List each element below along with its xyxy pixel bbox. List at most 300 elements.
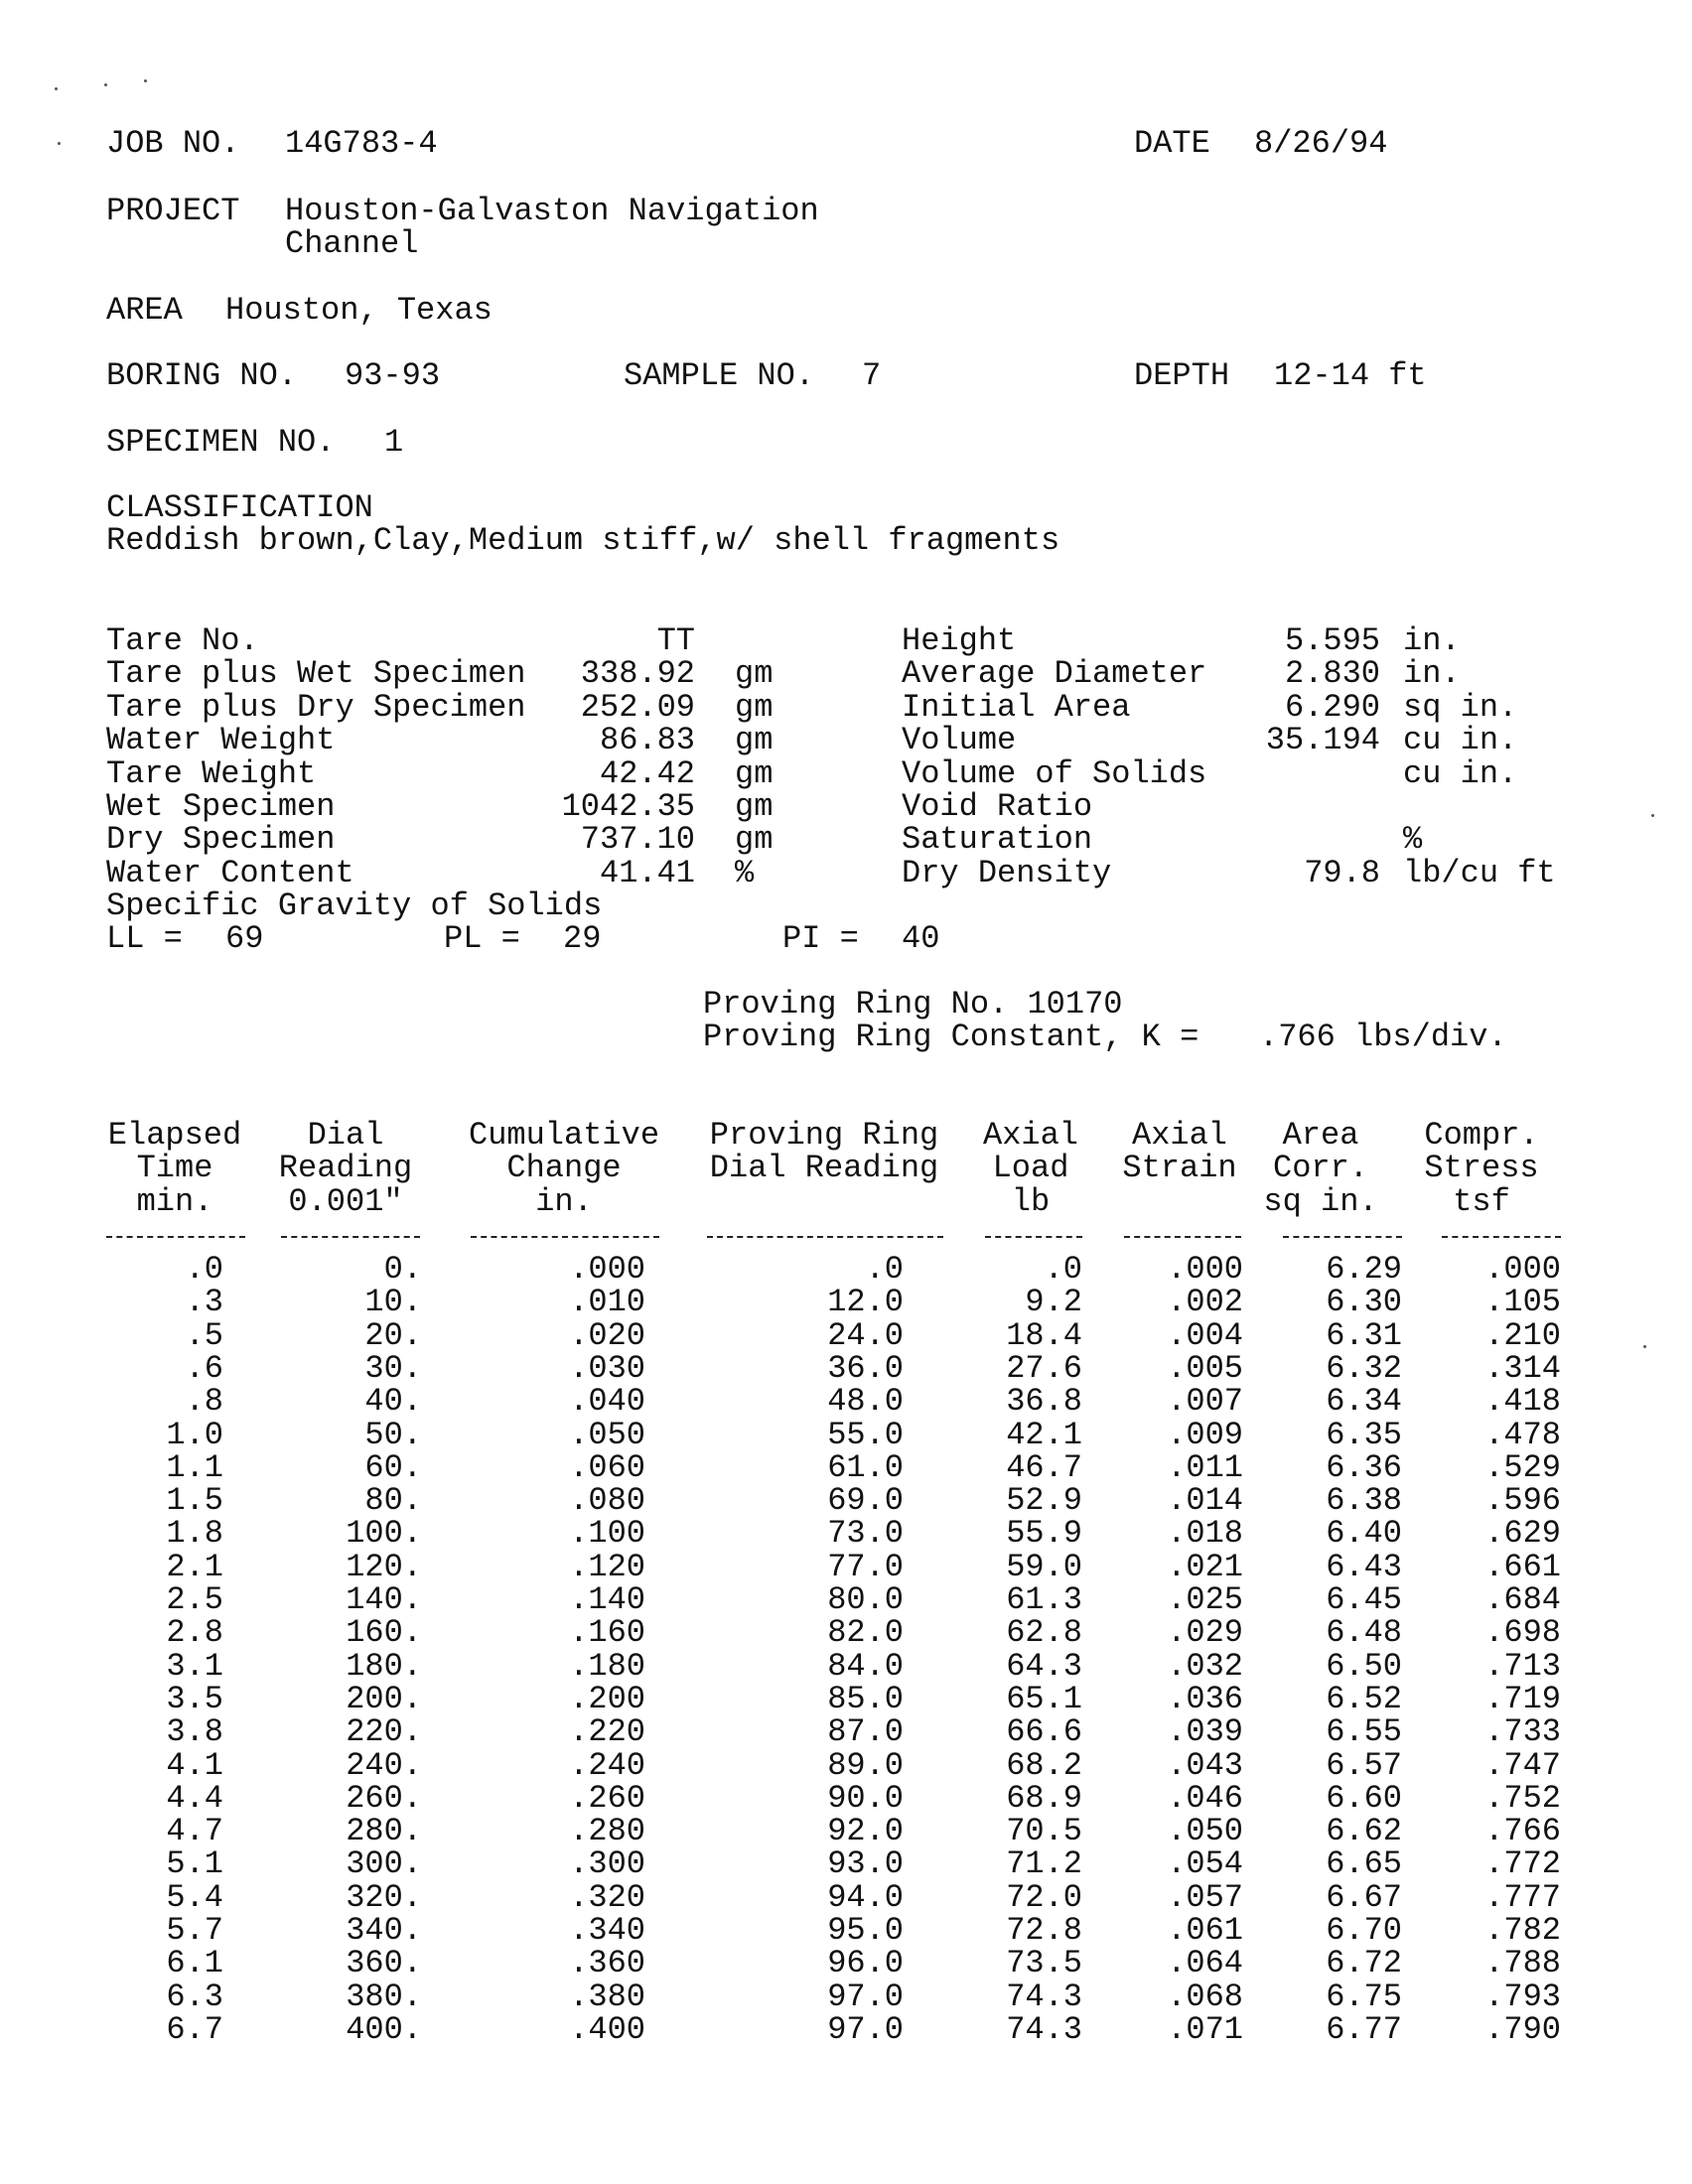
table-cell: .719 — [1484, 1680, 1561, 1717]
table-cell: .340 — [569, 1912, 645, 1949]
table-cell: .733 — [1484, 1713, 1561, 1751]
table-cell: .000 — [1484, 1251, 1561, 1288]
table-cell: 73.0 — [827, 1515, 904, 1553]
table-cell: 240. — [346, 1746, 422, 1784]
table-cell: .5 — [185, 1316, 223, 1354]
property-label: Tare Weight — [106, 754, 317, 792]
table-cell: .478 — [1484, 1416, 1561, 1453]
property-unit: gm — [735, 688, 774, 726]
table-cell: 55.9 — [1006, 1515, 1082, 1553]
table-cell: .0 — [865, 1251, 904, 1288]
table-cell: .260 — [569, 1779, 645, 1817]
table-cell: 3.8 — [166, 1713, 223, 1751]
table-cell: 6.29 — [1326, 1251, 1402, 1288]
table-cell: .629 — [1484, 1515, 1561, 1553]
column-header: Stress — [1424, 1150, 1539, 1187]
property-unit: sq in. — [1403, 688, 1518, 726]
table-cell: .105 — [1484, 1284, 1561, 1321]
table-cell: 6.75 — [1326, 1978, 1402, 2015]
table-cell: 380. — [346, 1978, 422, 2015]
table-cell: 89.0 — [827, 1746, 904, 1784]
table-cell: .790 — [1484, 2010, 1561, 2048]
table-cell: 68.9 — [1006, 1779, 1082, 1817]
property-label: Initial Area — [902, 688, 1131, 726]
table-cell: .8 — [185, 1383, 223, 1421]
column-header: in. — [535, 1182, 593, 1220]
table-cell: 6.34 — [1326, 1383, 1402, 1421]
table-cell: 6.55 — [1326, 1713, 1402, 1751]
table-cell: 55.0 — [827, 1416, 904, 1453]
table-cell: .240 — [569, 1746, 645, 1784]
table-cell: 73.5 — [1006, 1945, 1082, 1982]
property-value: 41.41 — [599, 854, 695, 891]
table-cell: 4.7 — [166, 1813, 223, 1850]
table-cell: .040 — [569, 1383, 645, 1421]
table-cell: .010 — [569, 1284, 645, 1321]
property-value: 2.830 — [1284, 655, 1380, 693]
property-unit: gm — [735, 655, 774, 693]
table-cell: .360 — [569, 1945, 645, 1982]
header-underline — [471, 1236, 659, 1238]
table-cell: 69.0 — [827, 1482, 904, 1520]
scan-speck — [144, 79, 147, 82]
table-cell: .029 — [1167, 1614, 1243, 1652]
table-cell: .061 — [1167, 1912, 1243, 1949]
property-unit: in. — [1403, 622, 1461, 659]
table-cell: 36.8 — [1006, 1383, 1082, 1421]
table-cell: .018 — [1167, 1515, 1243, 1553]
table-cell: .684 — [1484, 1581, 1561, 1618]
property-unit: in. — [1403, 655, 1461, 693]
table-cell: .014 — [1167, 1482, 1243, 1520]
column-header: min. — [136, 1182, 213, 1220]
table-cell: 97.0 — [827, 1978, 904, 2015]
table-cell: 74.3 — [1006, 1978, 1082, 2015]
table-cell: 6.1 — [166, 1945, 223, 1982]
property-unit: cu in. — [1403, 754, 1518, 792]
table-cell: .529 — [1484, 1448, 1561, 1486]
table-cell: .418 — [1484, 1383, 1561, 1421]
table-cell: 52.9 — [1006, 1482, 1082, 1520]
project-label: PROJECT — [106, 193, 240, 229]
table-cell: 74.3 — [1006, 2010, 1082, 2048]
table-cell: .713 — [1484, 1647, 1561, 1685]
table-cell: 6.50 — [1326, 1647, 1402, 1685]
boring-label: BORING NO. — [106, 357, 298, 394]
property-value: 79.8 — [1304, 854, 1380, 891]
table-cell: 4.1 — [166, 1746, 223, 1784]
table-cell: .220 — [569, 1713, 645, 1751]
table-cell: 65.1 — [1006, 1680, 1082, 1717]
table-cell: 200. — [346, 1680, 422, 1717]
table-cell: 6.48 — [1326, 1614, 1402, 1652]
column-header: Axial — [982, 1117, 1078, 1154]
table-cell: 61.3 — [1006, 1581, 1082, 1618]
table-cell: 30. — [364, 1349, 422, 1387]
table-cell: 2.5 — [166, 1581, 223, 1618]
table-cell: .772 — [1484, 1845, 1561, 1883]
classification-label: CLASSIFICATION — [106, 489, 373, 526]
table-cell: .011 — [1167, 1448, 1243, 1486]
table-cell: .043 — [1167, 1746, 1243, 1784]
table-cell: 82.0 — [827, 1614, 904, 1652]
property-label: Water Content — [106, 854, 354, 891]
project-value-line2: Channel — [285, 225, 419, 262]
ll-label: LL = — [106, 920, 183, 957]
property-unit: gm — [735, 821, 774, 859]
table-cell: .050 — [569, 1416, 645, 1453]
scan-speck — [1651, 814, 1654, 817]
table-cell: 93.0 — [827, 1845, 904, 1883]
table-cell: 6.32 — [1326, 1349, 1402, 1387]
header-underline — [281, 1236, 420, 1238]
table-cell: .210 — [1484, 1316, 1561, 1354]
column-header: Compr. — [1424, 1117, 1539, 1154]
table-cell: 5.7 — [166, 1912, 223, 1949]
table-cell: .782 — [1484, 1912, 1561, 1949]
column-header: lb — [1011, 1182, 1051, 1220]
scan-speck — [1643, 1345, 1646, 1348]
table-cell: .140 — [569, 1581, 645, 1618]
property-value: 338.92 — [580, 655, 695, 693]
table-cell: 280. — [346, 1813, 422, 1850]
table-cell: 90.0 — [827, 1779, 904, 1817]
table-cell: 6.77 — [1326, 2010, 1402, 2048]
table-cell: .002 — [1167, 1284, 1243, 1321]
table-cell: .320 — [569, 1878, 645, 1916]
column-header: Cumulative — [468, 1117, 660, 1154]
table-cell: .698 — [1484, 1614, 1561, 1652]
table-cell: .068 — [1167, 1978, 1243, 2015]
column-header: Load — [992, 1150, 1069, 1187]
scan-speck — [55, 87, 58, 90]
table-cell: 6.36 — [1326, 1448, 1402, 1486]
table-cell: 10. — [364, 1284, 422, 1321]
table-cell: .400 — [569, 2010, 645, 2048]
property-label: Water Weight — [106, 722, 336, 759]
area-label: AREA — [106, 292, 183, 329]
header-underline — [707, 1236, 943, 1238]
table-cell: 64.3 — [1006, 1647, 1082, 1685]
pi-label: PI = — [782, 920, 859, 957]
table-cell: 62.8 — [1006, 1614, 1082, 1652]
table-cell: 92.0 — [827, 1813, 904, 1850]
property-label: Tare plus Dry Specimen — [106, 688, 526, 726]
table-cell: 6.60 — [1326, 1779, 1402, 1817]
table-cell: 1.1 — [166, 1448, 223, 1486]
depth-label: DEPTH — [1134, 357, 1230, 394]
column-header: sq in. — [1263, 1182, 1378, 1220]
table-cell: 300. — [346, 1845, 422, 1883]
date-value: 8/26/94 — [1254, 125, 1388, 162]
table-cell: .005 — [1167, 1349, 1243, 1387]
table-cell: 6.52 — [1326, 1680, 1402, 1717]
column-header: Dial — [307, 1117, 384, 1154]
job-number: 14G783-4 — [285, 125, 438, 162]
table-cell: .032 — [1167, 1647, 1243, 1685]
table-cell: 5.1 — [166, 1845, 223, 1883]
table-cell: .752 — [1484, 1779, 1561, 1817]
table-cell: 66.6 — [1006, 1713, 1082, 1751]
property-unit: % — [735, 854, 755, 891]
column-header: Time — [136, 1150, 213, 1187]
table-cell: 260. — [346, 1779, 422, 1817]
property-unit: gm — [735, 754, 774, 792]
area-value: Houston, Texas — [225, 292, 493, 329]
table-cell: 6.30 — [1326, 1284, 1402, 1321]
table-cell: .004 — [1167, 1316, 1243, 1354]
table-cell: .766 — [1484, 1813, 1561, 1850]
property-unit: lb/cu ft — [1403, 854, 1556, 891]
table-cell: 6.31 — [1326, 1316, 1402, 1354]
table-cell: .021 — [1167, 1548, 1243, 1585]
table-cell: .300 — [569, 1845, 645, 1883]
table-cell: 68.2 — [1006, 1746, 1082, 1784]
column-header: Area — [1282, 1117, 1359, 1154]
table-cell: .280 — [569, 1813, 645, 1850]
table-cell: 40. — [364, 1383, 422, 1421]
property-label: Saturation — [902, 821, 1093, 859]
table-cell: 2.8 — [166, 1614, 223, 1652]
header-underline — [985, 1236, 1082, 1238]
table-cell: .0 — [1044, 1251, 1082, 1288]
table-cell: .596 — [1484, 1482, 1561, 1520]
table-cell: .314 — [1484, 1349, 1561, 1387]
pl-value: 29 — [563, 920, 602, 957]
table-cell: 6.72 — [1326, 1945, 1402, 1982]
specimen-label: SPECIMEN NO. — [106, 424, 336, 461]
proving-ring-constant-value: .766 lbs/div. — [1259, 1019, 1507, 1055]
table-cell: .009 — [1167, 1416, 1243, 1453]
property-label: Volume — [902, 722, 1017, 759]
table-cell: .0 — [185, 1251, 223, 1288]
property-label: Average Diameter — [902, 655, 1207, 693]
specimen-value: 1 — [384, 424, 404, 461]
table-cell: 6.3 — [166, 1978, 223, 2015]
column-header: Elapsed — [107, 1117, 242, 1154]
depth-value: 12-14 ft — [1274, 357, 1427, 394]
date-label: DATE — [1134, 125, 1210, 162]
table-cell: 6.43 — [1326, 1548, 1402, 1585]
property-unit: % — [1403, 821, 1423, 859]
header-underline — [1124, 1236, 1241, 1238]
table-cell: 87.0 — [827, 1713, 904, 1751]
sample-value: 7 — [862, 357, 882, 394]
table-cell: .100 — [569, 1515, 645, 1553]
table-cell: 97.0 — [827, 2010, 904, 2048]
table-cell: 18.4 — [1006, 1316, 1082, 1354]
table-cell: 1.0 — [166, 1416, 223, 1453]
property-label: Height — [902, 622, 1017, 659]
header-underline — [1283, 1236, 1402, 1238]
table-cell: .000 — [569, 1251, 645, 1288]
table-cell: 6.67 — [1326, 1878, 1402, 1916]
column-header: Corr. — [1272, 1150, 1368, 1187]
table-cell: 6.65 — [1326, 1845, 1402, 1883]
sample-label: SAMPLE NO. — [624, 357, 815, 394]
column-header: 0.001" — [288, 1182, 403, 1220]
table-cell: 71.2 — [1006, 1845, 1082, 1883]
table-cell: 24.0 — [827, 1316, 904, 1354]
table-cell: 160. — [346, 1614, 422, 1652]
table-cell: .039 — [1167, 1713, 1243, 1751]
table-cell: 95.0 — [827, 1912, 904, 1949]
column-header: Axial — [1131, 1117, 1227, 1154]
table-cell: .007 — [1167, 1383, 1243, 1421]
table-cell: 77.0 — [827, 1548, 904, 1585]
table-cell: 400. — [346, 2010, 422, 2048]
table-cell: .661 — [1484, 1548, 1561, 1585]
boring-value: 93-93 — [345, 357, 441, 394]
property-value: 737.10 — [580, 821, 695, 859]
property-label: Tare No. — [106, 622, 259, 659]
table-cell: 80.0 — [827, 1581, 904, 1618]
proving-ring-constant-label: Proving Ring Constant, K = — [703, 1019, 1199, 1055]
table-cell: 60. — [364, 1448, 422, 1486]
table-cell: 94.0 — [827, 1878, 904, 1916]
table-cell: 180. — [346, 1647, 422, 1685]
table-cell: 220. — [346, 1713, 422, 1751]
table-cell: 4.4 — [166, 1779, 223, 1817]
table-cell: 84.0 — [827, 1647, 904, 1685]
table-cell: .160 — [569, 1614, 645, 1652]
table-cell: .064 — [1167, 1945, 1243, 1982]
property-value: 35.194 — [1265, 722, 1380, 759]
table-cell: .054 — [1167, 1845, 1243, 1883]
table-cell: 6.57 — [1326, 1746, 1402, 1784]
property-unit: cu in. — [1403, 722, 1518, 759]
table-cell: 340. — [346, 1912, 422, 1949]
property-label: Wet Specimen — [106, 788, 336, 825]
column-header: Change — [506, 1150, 622, 1187]
project-value-line1: Houston-Galvaston Navigation — [285, 193, 819, 229]
table-cell: .788 — [1484, 1945, 1561, 1982]
property-label: Specific Gravity of Solids — [106, 887, 603, 925]
table-cell: 6.45 — [1326, 1581, 1402, 1618]
table-cell: 20. — [364, 1316, 422, 1354]
table-cell: 80. — [364, 1482, 422, 1520]
table-cell: 46.7 — [1006, 1448, 1082, 1486]
table-cell: 72.0 — [1006, 1878, 1082, 1916]
property-unit: gm — [735, 788, 774, 825]
table-cell: 6.40 — [1326, 1515, 1402, 1553]
table-cell: 27.6 — [1006, 1349, 1082, 1387]
property-value: 252.09 — [580, 688, 695, 726]
header-underline — [1442, 1236, 1561, 1238]
column-header: Dial Reading — [709, 1150, 939, 1187]
table-cell: 72.8 — [1006, 1912, 1082, 1949]
table-cell: 3.5 — [166, 1680, 223, 1717]
column-header: Reading — [278, 1150, 413, 1187]
table-cell: 1.5 — [166, 1482, 223, 1520]
property-value: TT — [656, 622, 695, 659]
table-cell: 1.8 — [166, 1515, 223, 1553]
table-cell: .777 — [1484, 1878, 1561, 1916]
table-cell: 36.0 — [827, 1349, 904, 1387]
table-cell: 6.38 — [1326, 1482, 1402, 1520]
property-label: Tare plus Wet Specimen — [106, 655, 526, 693]
table-cell: .000 — [1167, 1251, 1243, 1288]
table-cell: .793 — [1484, 1978, 1561, 2015]
table-cell: 85.0 — [827, 1680, 904, 1717]
property-value: 86.83 — [599, 722, 695, 759]
table-cell: 120. — [346, 1548, 422, 1585]
property-label: Void Ratio — [902, 788, 1093, 825]
property-value: 5.595 — [1284, 622, 1380, 659]
table-cell: 5.4 — [166, 1878, 223, 1916]
table-cell: .071 — [1167, 2010, 1243, 2048]
table-cell: .200 — [569, 1680, 645, 1717]
table-cell: .060 — [569, 1448, 645, 1486]
column-header: Proving Ring — [709, 1117, 939, 1154]
pi-value: 40 — [902, 920, 940, 957]
table-cell: .3 — [185, 1284, 223, 1321]
table-cell: .120 — [569, 1548, 645, 1585]
table-cell: .080 — [569, 1482, 645, 1520]
table-cell: .036 — [1167, 1680, 1243, 1717]
table-cell: .057 — [1167, 1878, 1243, 1916]
table-cell: .030 — [569, 1349, 645, 1387]
property-label: Dry Specimen — [106, 821, 336, 859]
table-cell: .050 — [1167, 1813, 1243, 1850]
scan-speck — [58, 142, 61, 145]
table-cell: 12.0 — [827, 1284, 904, 1321]
table-cell: 2.1 — [166, 1548, 223, 1585]
table-cell: 3.1 — [166, 1647, 223, 1685]
table-cell: .020 — [569, 1316, 645, 1354]
table-cell: 6.70 — [1326, 1912, 1402, 1949]
table-cell: .6 — [185, 1349, 223, 1387]
scan-speck — [104, 83, 107, 86]
column-header: Strain — [1122, 1150, 1237, 1187]
property-label: Volume of Solids — [902, 754, 1207, 792]
table-cell: 61.0 — [827, 1448, 904, 1486]
table-cell: 9.2 — [1025, 1284, 1082, 1321]
table-cell: 6.62 — [1326, 1813, 1402, 1850]
table-cell: 48.0 — [827, 1383, 904, 1421]
table-cell: .747 — [1484, 1746, 1561, 1784]
table-cell: 100. — [346, 1515, 422, 1553]
table-cell: 96.0 — [827, 1945, 904, 1982]
column-header: tsf — [1453, 1182, 1510, 1220]
property-unit: gm — [735, 722, 774, 759]
table-cell: .180 — [569, 1647, 645, 1685]
table-cell: .380 — [569, 1978, 645, 2015]
proving-ring-number: Proving Ring No. 10170 — [703, 986, 1123, 1023]
table-cell: 140. — [346, 1581, 422, 1618]
property-value: 1042.35 — [561, 788, 695, 825]
job-label: JOB NO. — [106, 125, 240, 162]
table-cell: 50. — [364, 1416, 422, 1453]
property-label: Dry Density — [902, 854, 1112, 891]
pl-label: PL = — [444, 920, 520, 957]
header-underline — [106, 1236, 245, 1238]
table-cell: .025 — [1167, 1581, 1243, 1618]
table-cell: 6.35 — [1326, 1416, 1402, 1453]
ll-value: 69 — [225, 920, 264, 957]
table-cell: 59.0 — [1006, 1548, 1082, 1585]
property-value: 6.290 — [1284, 688, 1380, 726]
table-cell: 6.7 — [166, 2010, 223, 2048]
table-cell: 42.1 — [1006, 1416, 1082, 1453]
table-cell: 70.5 — [1006, 1813, 1082, 1850]
classification-value: Reddish brown,Clay,Medium stiff,w/ shell fragments — [106, 522, 1060, 559]
table-cell: 360. — [346, 1945, 422, 1982]
table-cell: .046 — [1167, 1779, 1243, 1817]
property-value: 42.42 — [599, 754, 695, 792]
table-cell: 320. — [346, 1878, 422, 1916]
table-cell: 0. — [383, 1251, 422, 1288]
